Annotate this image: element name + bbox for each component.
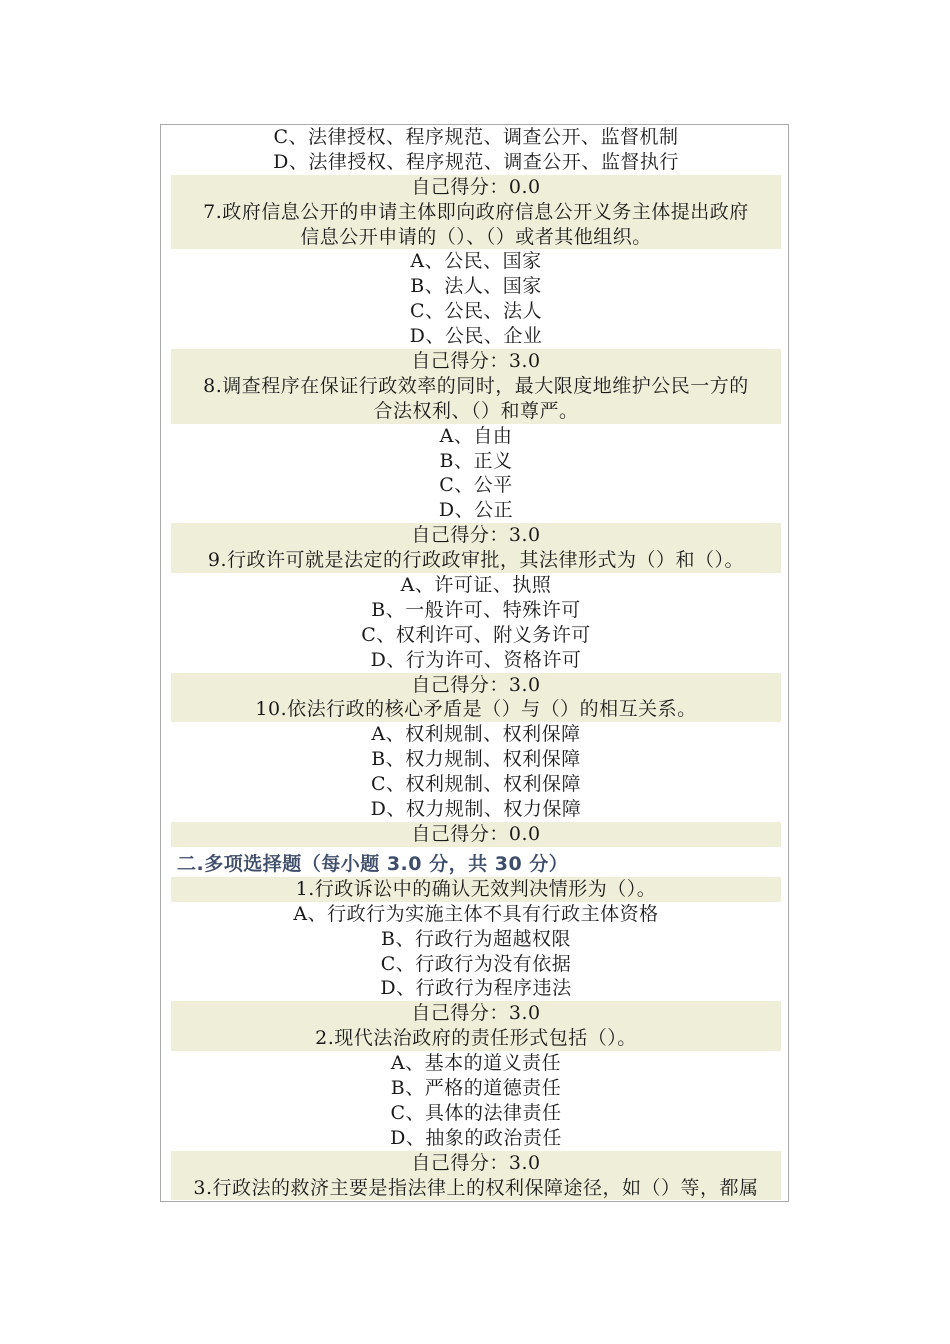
option-row: A、权利规制、权利保障 <box>171 722 781 747</box>
question-row: 9.行政许可就是法定的行政政审批，其法律形式为（）和（）。 <box>171 548 781 573</box>
option-row: D、公民、企业 <box>171 324 781 349</box>
question-row: 8.调查程序在保证行政效率的同时，最大限度地维护公民一方的 <box>171 374 781 399</box>
option-row: C、公民、法人 <box>171 299 781 324</box>
score-row: 自己得分：3.0 <box>171 1001 781 1026</box>
score-row: 自己得分：3.0 <box>171 673 781 698</box>
score-row: 自己得分：3.0 <box>171 1151 781 1176</box>
option-row: D、公正 <box>171 498 781 523</box>
option-row: D、权力规制、权力保障 <box>171 797 781 822</box>
option-row: B、一般许可、特殊许可 <box>171 598 781 623</box>
option-row: D、法律授权、程序规范、调查公开、监督执行 <box>171 150 781 175</box>
question-row: 信息公开申请的（）、（）或者其他组织。 <box>171 225 781 250</box>
option-row: C、权利许可、附义务许可 <box>171 623 781 648</box>
score-row: 自己得分：3.0 <box>171 523 781 548</box>
option-row: B、正义 <box>171 449 781 474</box>
option-row: D、行为许可、资格许可 <box>171 648 781 673</box>
option-row: C、法律授权、程序规范、调查公开、监督机制 <box>171 125 781 150</box>
option-row: A、许可证、执照 <box>171 573 781 598</box>
option-row: B、行政行为超越权限 <box>171 927 781 952</box>
question-row: 3.行政法的救济主要是指法律上的权利保障途径，如（）等，都属 <box>171 1176 781 1201</box>
option-row: B、法人、国家 <box>171 274 781 299</box>
section-heading: 二.多项选择题（每小题 3.0 分，共 30 分） <box>171 847 781 877</box>
option-row: A、行政行为实施主体不具有行政主体资格 <box>171 902 781 927</box>
score-row: 自己得分：0.0 <box>171 822 781 847</box>
question-row: 7.政府信息公开的申请主体即向政府信息公开义务主体提出政府 <box>171 200 781 225</box>
option-row: D、抽象的政治责任 <box>171 1126 781 1151</box>
score-row: 自己得分：3.0 <box>171 349 781 374</box>
question-row: 10.依法行政的核心矛盾是（）与（）的相互关系。 <box>171 697 781 722</box>
option-row: A、基本的道义责任 <box>171 1051 781 1076</box>
option-row: A、自由 <box>171 424 781 449</box>
question-row: 1.行政诉讼中的确认无效判决情形为（）。 <box>171 877 781 902</box>
option-row: C、权利规制、权利保障 <box>171 772 781 797</box>
question-row: 2.现代法治政府的责任形式包括（）。 <box>171 1026 781 1051</box>
question-row: 合法权利、（）和尊严。 <box>171 399 781 424</box>
option-row: C、公平 <box>171 473 781 498</box>
option-row: C、行政行为没有依据 <box>171 952 781 977</box>
quiz-rows <box>171 125 781 1200</box>
option-row: D、行政行为程序违法 <box>171 976 781 1001</box>
option-row: A、公民、国家 <box>171 249 781 274</box>
option-row: B、权力规制、权利保障 <box>171 747 781 772</box>
option-row: B、严格的道德责任 <box>171 1076 781 1101</box>
option-row: C、具体的法律责任 <box>171 1101 781 1126</box>
quiz-result-panel <box>160 124 789 1202</box>
score-row: 自己得分：0.0 <box>171 175 781 200</box>
